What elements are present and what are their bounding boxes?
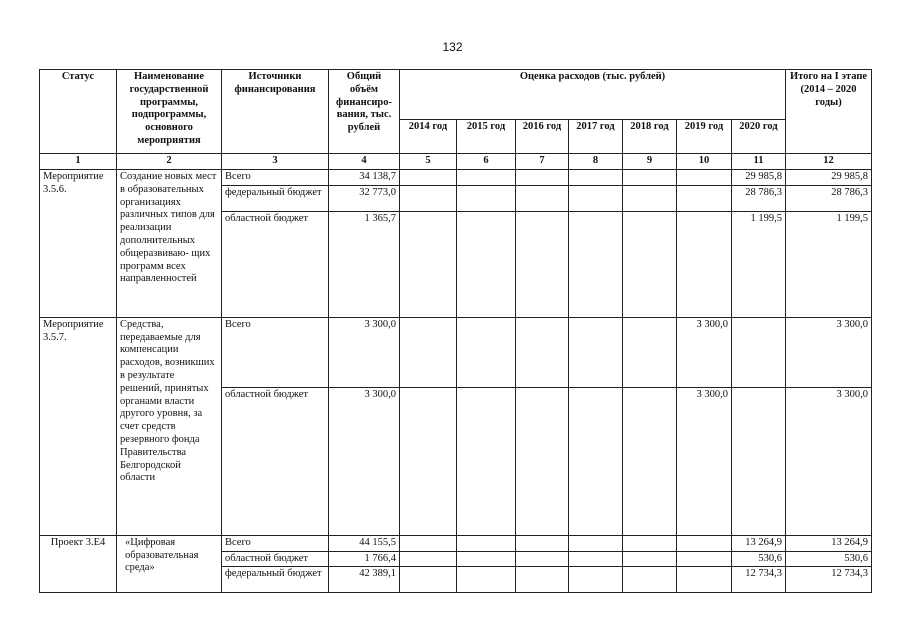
row-source: Всего [222,317,329,387]
row-total: 1 365,7 [329,211,400,317]
row-stage-total: 1 199,5 [786,211,872,317]
row-source: Всего [222,170,329,186]
row-total: 1 766,4 [329,551,400,567]
column-number: 3 [222,154,329,170]
row-2019 [677,535,732,551]
row-2019 [677,551,732,567]
row-total: 34 138,7 [329,170,400,186]
row-2020: 13 264,9 [732,535,786,551]
table-row [40,317,872,387]
row-2020: 530,6 [732,551,786,567]
row-stage-total: 530,6 [786,551,872,567]
row-2019: 3 300,0 [677,317,732,387]
row-stage-total: 13 264,9 [786,535,872,551]
header-year: 2019 год [677,120,732,154]
header-row-1 [40,70,872,120]
row-status: Мероприятие 3.5.7. [40,317,117,535]
row-total: 3 300,0 [329,317,400,387]
row-status: Проект 3.Е4 [40,535,117,593]
header-year: 2016 год [516,120,569,154]
row-2019 [677,170,732,186]
budget-table [39,69,872,593]
header-status: Статус [40,70,117,154]
header-estimate: Оценка расходов (тыс. рублей) [400,70,786,120]
row-source: областной бюджет [222,211,329,317]
row-source: Всего [222,535,329,551]
row-name: Средства, передаваемые для компенсации расходов, возникших в результате решений, принятых органами власти другого уровня, за счет средств резервного фонда Правительства Белгородской области [117,317,222,535]
column-number: 6 [457,154,516,170]
page-number: 132 [442,40,463,54]
table-row [40,170,872,186]
header-name: Наименование государственной программы, подпрограммы, основного мероприятия [117,70,222,154]
row-2020: 28 786,3 [732,185,786,211]
row-source: областной бюджет [222,387,329,535]
column-number: 5 [400,154,457,170]
row-status: Мероприятие 3.5.6. [40,170,117,318]
header-stage-total: Итого на I этапе (2014 – 2020 годы) [786,70,872,154]
table-row [40,535,872,551]
header-total: Общий объём финансиро- вания, тыс. рублей [329,70,400,154]
row-total: 42 389,1 [329,567,400,593]
row-source: федеральный бюджет [222,185,329,211]
header-year: 2020 год [732,120,786,154]
column-number: 8 [569,154,623,170]
column-number: 1 [40,154,117,170]
row-stage-total: 28 786,3 [786,185,872,211]
row-total: 44 155,5 [329,535,400,551]
column-number: 7 [516,154,569,170]
row-2020 [732,317,786,387]
row-2020: 12 734,3 [732,567,786,593]
row-2020: 29 985,8 [732,170,786,186]
row-2020: 1 199,5 [732,211,786,317]
column-number-row [40,154,872,170]
column-number: 12 [786,154,872,170]
header-year: 2018 год [623,120,677,154]
row-source: федеральный бюджет [222,567,329,593]
column-number: 9 [623,154,677,170]
header-year: 2014 год [400,120,457,154]
row-total: 32 773,0 [329,185,400,211]
header-sources: Источники финансирования [222,70,329,154]
row-total: 3 300,0 [329,387,400,535]
row-source: областной бюджет [222,551,329,567]
row-stage-total: 3 300,0 [786,317,872,387]
row-stage-total: 3 300,0 [786,387,872,535]
row-2019 [677,211,732,317]
column-number: 11 [732,154,786,170]
row-2019: 3 300,0 [677,387,732,535]
column-number: 2 [117,154,222,170]
column-number: 10 [677,154,732,170]
header-year: 2015 год [457,120,516,154]
row-2019 [677,185,732,211]
row-stage-total: 12 734,3 [786,567,872,593]
row-2020 [732,387,786,535]
row-stage-total: 29 985,8 [786,170,872,186]
row-name: «Цифровая образовательная среда» [117,535,222,593]
header-year: 2017 год [569,120,623,154]
row-name: Создание новых мест в образовательных организациях различных типов для реализации дополнительных общеразвиваю- щих программ всех направленностей [117,170,222,318]
column-number: 4 [329,154,400,170]
row-2019 [677,567,732,593]
